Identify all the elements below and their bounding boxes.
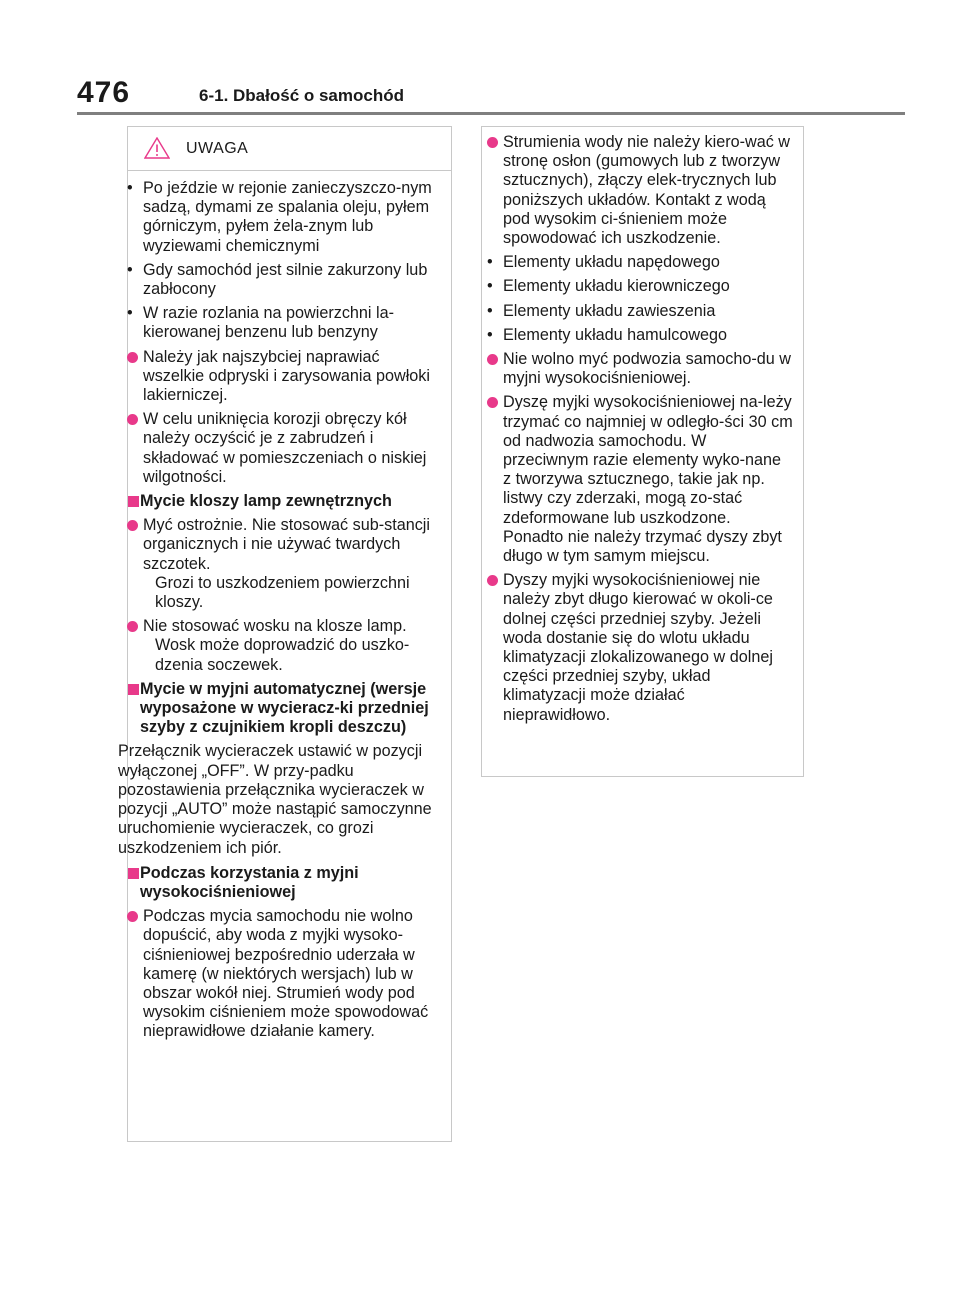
bullet-icon: • xyxy=(127,260,133,279)
bullet-icon: • xyxy=(487,277,493,296)
item-text: Mycie w myjni automatycznej (wersje wyposażone w wycieracz-ki przedniej szyby z czujnikiem kropli deszczu) xyxy=(140,679,429,737)
item-text: Podczas mycia samochodu nie wolno dopuścić, aby woda z myjki wysoko-ciśnieniowej bezpośrednio uderzała w kamerę (w niektórych wersjach) lub w obszar wokół niej. Strumień wody pod wysokim ciśnieniem może spowodować nieprawidłowe działanie kamery. xyxy=(143,907,429,1041)
warning-box-right xyxy=(481,126,804,777)
list-item xyxy=(478,253,799,272)
list-item xyxy=(478,393,799,566)
item-text: W razie rozlania na powierzchni la-kierowanej benzenu lub benzyny xyxy=(143,304,395,342)
item-text: Dyszy myjki wysokociśnieniowej nie należy zbyt długo kierować w okoli-ce dolnej części przedniej szyby. Jeżeli woda dostanie się do wlotu układu klimatyzacji zlokalizowanego w dolnej części przedniej szyby, układ klimatyzacji może działać nieprawidłowo. xyxy=(503,571,773,724)
list-item xyxy=(478,133,799,248)
item-text: Mycie kloszy lamp zewnętrznych xyxy=(140,492,392,511)
item-text: Nie stosować wosku na klosze lamp. xyxy=(143,617,407,636)
dot-bullet-icon xyxy=(127,352,138,363)
dot-bullet-icon xyxy=(127,414,138,425)
header-rule xyxy=(77,112,905,115)
subheading xyxy=(118,492,441,511)
square-bullet-icon xyxy=(128,684,139,695)
list-item xyxy=(478,326,799,345)
item-text: W celu uniknięcia korozji obręczy kół należy oczyścić je z zabrudzeń i składować w pomieszczeniach o niskiej wilgotności. xyxy=(143,410,427,486)
item-text: Należy jak najszybciej naprawiać wszelkie odpryski i zarysowania powłoki lakierniczej. xyxy=(143,347,430,405)
list-item xyxy=(118,179,441,256)
item-text: Elementy układu kierowniczego xyxy=(503,277,730,296)
square-bullet-icon xyxy=(128,868,139,879)
list-item xyxy=(478,350,799,388)
bullet-icon: • xyxy=(487,253,493,272)
subheading xyxy=(118,864,441,902)
item-text: Elementy układu hamulcowego xyxy=(503,325,728,344)
bullet-icon: • xyxy=(487,301,493,320)
dot-bullet-icon xyxy=(487,397,498,408)
item-text: Nie wolno myć podwozia samocho-du w myjni wysokociśnieniowej. xyxy=(503,350,791,388)
warning-header-rule xyxy=(128,170,451,171)
list-item xyxy=(118,410,441,487)
item-subtext: Wosk może doprowadzić do uszko-dzenia soczewek. xyxy=(155,636,410,674)
list-item xyxy=(118,617,441,675)
section-title: 6-1. Dbałość o samochód xyxy=(199,86,404,105)
warning-box-left xyxy=(118,126,452,1142)
item-text: Po jeździe w rejonie zanieczyszczo-nym sadzą, dymami ze spalania oleju, pyłem górniczym, pyłem żela-znym lub wyziewami chemicznymi xyxy=(143,179,432,255)
list-item xyxy=(478,302,799,321)
item-text: Podczas korzystania z myjni wysokociśnieniowej xyxy=(140,863,359,901)
dot-bullet-icon xyxy=(127,621,138,632)
bullet-icon: • xyxy=(127,179,133,197)
page-header xyxy=(77,72,907,117)
warning-right-content xyxy=(482,133,803,730)
item-text: Elementy układu napędowego xyxy=(503,253,720,272)
list-item xyxy=(478,571,799,725)
dot-bullet-icon xyxy=(127,911,138,922)
warning-left-content xyxy=(118,179,451,1047)
dot-bullet-icon xyxy=(487,354,498,365)
list-item xyxy=(118,516,441,612)
item-subtext: Grozi to uszkodzeniem powierzchni kloszy. xyxy=(155,573,410,612)
item-text: Gdy samochód jest silnie zakurzony lub zabłocony xyxy=(143,260,428,299)
square-bullet-icon xyxy=(128,496,139,507)
dot-bullet-icon xyxy=(487,575,498,586)
item-text: Elementy układu zawieszenia xyxy=(503,301,716,320)
list-item xyxy=(118,261,441,299)
item-text: Dyszę myjki wysokociśnieniowej na-leży trzymać co najmniej w odległo-ści 30 cm od nadwozia samochodu. W przeciwnym razie elementy wyko-nane z tworzywa sztucznego, takie jak np. listwy czy zderzaki, mogą zo-stać zdeformowane lub uszkodzone. Ponadto nie należy trzymać dyszy zbyt długo w tym samym miejscu. xyxy=(503,393,793,566)
warning-triangle-icon xyxy=(144,137,170,159)
list-item xyxy=(118,907,441,1041)
page-number: 476 xyxy=(77,76,131,109)
dot-bullet-icon xyxy=(127,520,138,531)
subheading xyxy=(118,680,441,738)
list-item xyxy=(118,304,441,342)
dot-bullet-icon xyxy=(487,137,498,148)
paragraph: Przełącznik wycieraczek ustawić w pozycji wyłączonej „OFF”. W przy-padku pozostawienia przełącznika wycieraczek w pozycji „AUTO” może nastąpić samoczynne uruchomienie wycieraczek, co grozi uszkodzeniem ich piór. xyxy=(118,742,432,857)
item-text: Myć ostrożnie. Nie stosować sub-stancji organicznych i nie używać twardych szczotek. xyxy=(143,516,430,573)
warning-header xyxy=(128,127,451,171)
list-item xyxy=(118,348,441,406)
bullet-icon: • xyxy=(487,325,493,344)
warning-title: UWAGA xyxy=(186,140,249,157)
bullet-icon: • xyxy=(127,304,133,323)
list-item xyxy=(478,277,799,296)
item-text: Strumienia wody nie należy kiero-wać w stronę osłon (gumowych lub z tworzyw sztucznych), złączy elek-trycznych lub poniższych układów. Kontakt z wodą pod wysokim ci-śnieniem może spowodować ich uszkodzenie. xyxy=(503,133,790,248)
